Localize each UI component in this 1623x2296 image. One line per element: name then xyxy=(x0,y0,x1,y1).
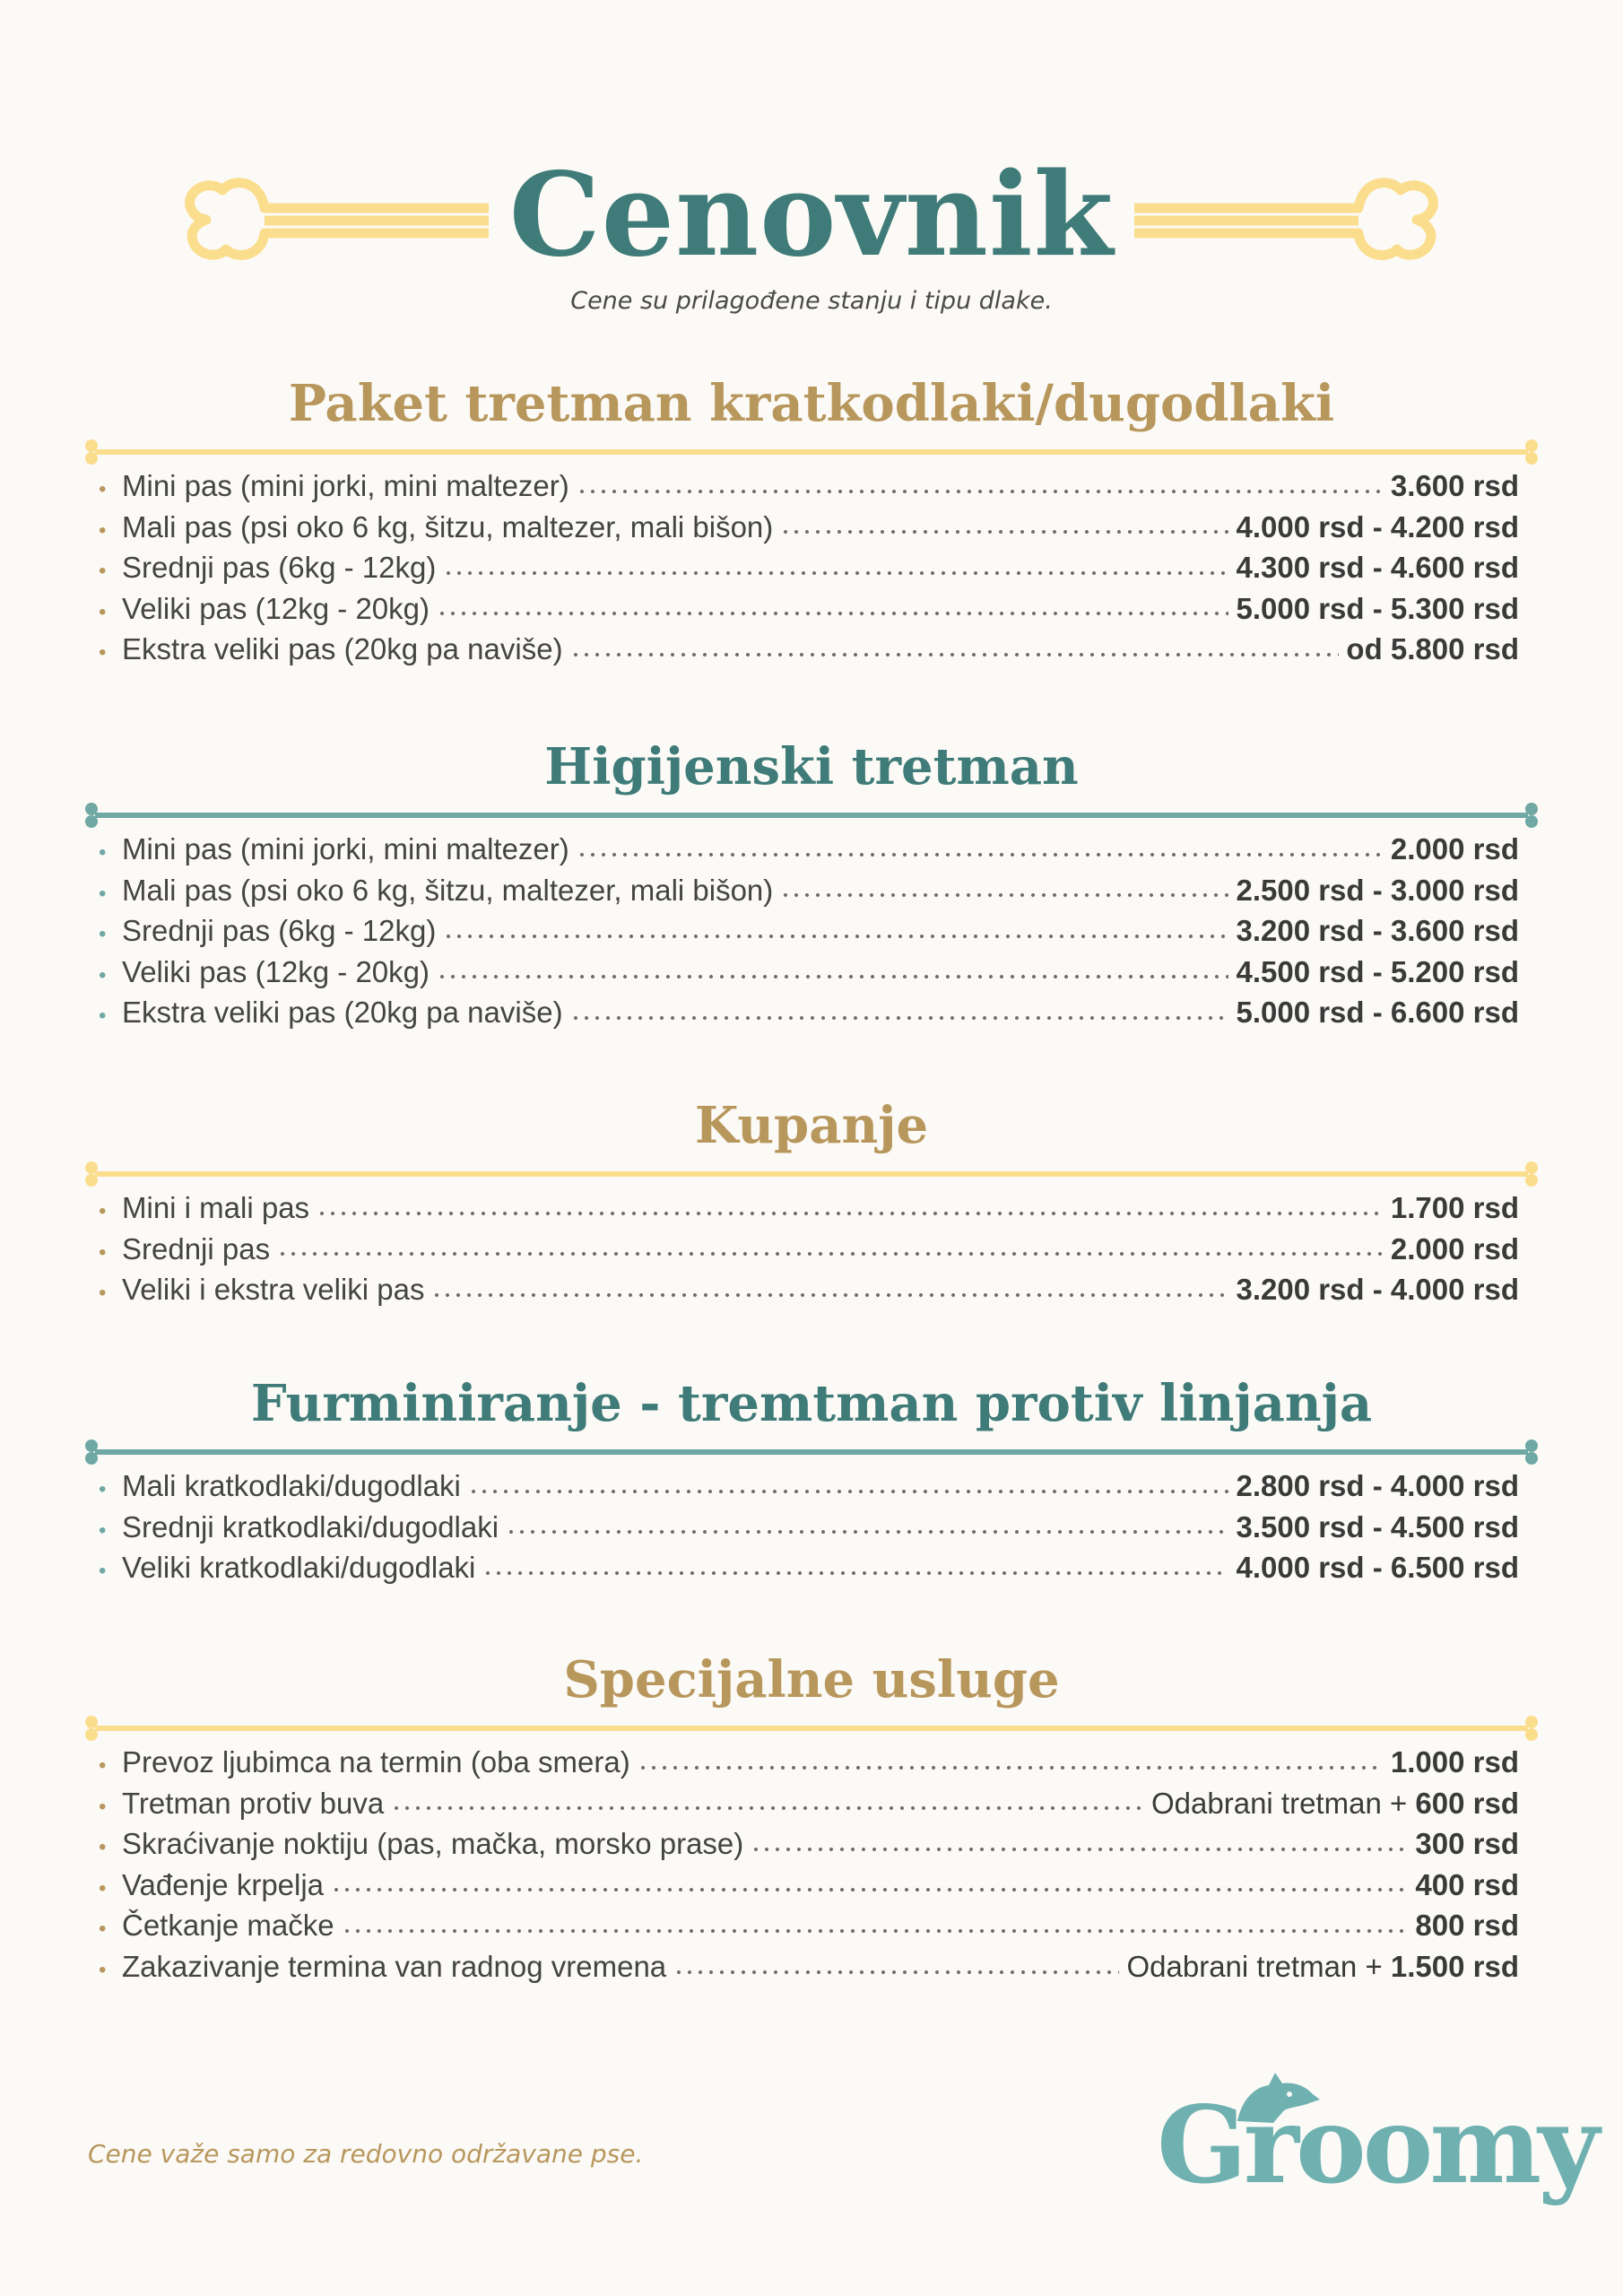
price-row xyxy=(99,507,1519,548)
service-label: Srednji pas (6kg - 12kg) xyxy=(122,914,437,948)
section-title: Kupanje xyxy=(694,1096,929,1155)
price-value: 2.800 rsd - 4.000 rsd xyxy=(1236,1469,1519,1502)
bullet-icon: • xyxy=(99,922,107,947)
price-list xyxy=(99,1465,1519,1588)
dot-leader xyxy=(443,569,1228,578)
bullet-icon: • xyxy=(99,1753,107,1778)
price-row xyxy=(99,1547,1519,1588)
logo-text: Groomy xyxy=(1157,2083,1596,2207)
bullet-icon: • xyxy=(99,1518,107,1543)
price-row xyxy=(99,992,1519,1033)
price-value: 2.000 rsd xyxy=(1390,832,1519,865)
dot-leader xyxy=(431,1291,1228,1300)
service-label: Četkanje mačke xyxy=(122,1909,334,1943)
price-value: 2.000 rsd xyxy=(1390,1231,1519,1265)
service-price xyxy=(1236,1507,1519,1548)
dot-leader xyxy=(780,891,1228,900)
service-price xyxy=(1151,1783,1519,1824)
service-price xyxy=(1236,870,1519,911)
dot-leader xyxy=(437,972,1228,981)
bone-divider-icon xyxy=(84,1161,1539,1187)
price-value: 5.000 rsd - 5.300 rsd xyxy=(1236,591,1519,625)
service-price xyxy=(1346,629,1519,670)
service-label: Ekstra veliki pas (20kg pa naviše) xyxy=(122,996,563,1030)
price-value: 800 rsd xyxy=(1415,1909,1519,1943)
price-value: 4.300 rsd - 4.600 rsd xyxy=(1236,551,1519,585)
service-price xyxy=(1415,1905,1519,1946)
header xyxy=(0,144,1623,341)
bullet-icon: • xyxy=(99,1559,107,1584)
dot-leader xyxy=(437,609,1228,618)
price-value: 300 rsd xyxy=(1415,1827,1519,1861)
price-value: 3.600 rsd xyxy=(1390,469,1519,502)
bullet-icon: • xyxy=(99,840,107,865)
dot-leader xyxy=(506,1527,1228,1536)
price-row xyxy=(99,1465,1519,1507)
bullet-icon: • xyxy=(99,962,107,987)
price-value: 4.000 rsd - 4.200 rsd xyxy=(1236,509,1519,544)
dot-leader xyxy=(577,487,1384,496)
dot-leader xyxy=(391,1804,1144,1813)
bullet-icon: • xyxy=(99,599,107,624)
price-value: 1.700 rsd xyxy=(1390,1191,1519,1224)
price-value: od 5.800 rsd xyxy=(1346,632,1519,666)
dot-leader xyxy=(331,1885,1408,1894)
price-row xyxy=(99,1742,1519,1783)
service-label: Mini pas (mini jorki, mini maltezer) xyxy=(122,832,569,865)
service-price xyxy=(1391,465,1519,507)
service-price xyxy=(1236,910,1519,952)
dot-leader xyxy=(780,527,1228,536)
page-subtitle: Cene su prilagođene stanju i tipu dlake. xyxy=(570,287,1053,315)
service-price xyxy=(1391,1742,1519,1783)
dot-leader xyxy=(751,1845,1408,1854)
service-price xyxy=(1391,829,1519,870)
service-price xyxy=(1236,992,1519,1033)
service-price xyxy=(1415,1865,1519,1906)
price-row xyxy=(99,1229,1519,1270)
bullet-icon: • xyxy=(99,1477,107,1501)
service-label: Srednji pas (6kg - 12kg) xyxy=(122,551,437,585)
price-row xyxy=(99,588,1519,630)
section-title: Furminiranje - tremtman protiv linjanja xyxy=(250,1374,1373,1433)
price-value: 1.500 rsd xyxy=(1390,1949,1519,1983)
price-row xyxy=(99,1269,1519,1310)
dot-leader xyxy=(577,850,1384,859)
bullet-icon: • xyxy=(99,1957,107,1982)
dot-leader xyxy=(638,1763,1384,1772)
service-label: Zakazivanje termina van radnog vremena xyxy=(122,1949,667,1983)
bullet-icon: • xyxy=(99,517,107,543)
price-value: 2.500 rsd - 3.000 rsd xyxy=(1236,873,1519,907)
service-label: Mini pas (mini jorki, mini maltezer) xyxy=(122,469,569,502)
footer-note: Cene važe samo za redovno održavane pse. xyxy=(88,2139,644,2169)
service-label: Ekstra veliki pas (20kg pa naviše) xyxy=(122,632,563,666)
service-price xyxy=(1236,1465,1519,1507)
service-price xyxy=(1236,507,1519,548)
service-label: Skraćivanje noktiju (pas, mačka, morsko prase) xyxy=(122,1827,744,1861)
bullet-icon: • xyxy=(99,1004,107,1029)
price-value: 4.000 rsd - 6.500 rsd xyxy=(1236,1551,1519,1585)
service-label: Veliki pas (12kg - 20kg) xyxy=(122,954,430,988)
bullet-icon: • xyxy=(99,1917,107,1942)
price-value: 3.200 rsd - 4.000 rsd xyxy=(1236,1273,1519,1307)
price-row xyxy=(99,1507,1519,1548)
price-prefix: Odabrani tretman + xyxy=(1151,1786,1416,1820)
price-value: 1.000 rsd xyxy=(1390,1745,1519,1779)
dot-leader xyxy=(342,1926,1409,1935)
price-value: 600 rsd xyxy=(1415,1786,1519,1820)
service-price xyxy=(1236,547,1519,588)
bullet-icon: • xyxy=(99,1875,107,1900)
dot-leader xyxy=(317,1209,1384,1218)
section-title: Paket tretman kratkodlaki/dugodlaki xyxy=(288,374,1335,433)
price-value: 3.200 rsd - 3.600 rsd xyxy=(1236,914,1519,948)
bone-divider-icon xyxy=(84,802,1539,829)
service-price xyxy=(1236,1547,1519,1588)
price-row xyxy=(99,952,1519,993)
bone-divider-icon xyxy=(84,439,1539,465)
price-list xyxy=(99,829,1519,1033)
service-price xyxy=(1415,1823,1519,1865)
service-label: Veliki pas (12kg - 20kg) xyxy=(122,591,430,625)
service-label: Srednji kratkodlaki/dugodlaki xyxy=(122,1509,499,1544)
bullet-icon: • xyxy=(99,1794,107,1819)
dot-leader xyxy=(482,1569,1228,1578)
price-list xyxy=(99,1187,1519,1310)
price-row xyxy=(99,870,1519,911)
bullet-icon: • xyxy=(99,1835,107,1860)
price-row xyxy=(99,1823,1519,1865)
groomy-logo xyxy=(1121,2067,1596,2211)
dot-leader xyxy=(443,932,1228,941)
service-label: Veliki kratkodlaki/dugodlaki xyxy=(122,1551,476,1585)
price-row xyxy=(99,1865,1519,1906)
service-price xyxy=(1391,1229,1519,1270)
service-label: Mini i mali pas xyxy=(122,1191,310,1224)
bullet-icon: • xyxy=(99,477,107,501)
dot-leader xyxy=(570,650,1340,659)
bone-icon xyxy=(1116,170,1444,269)
price-row xyxy=(99,1187,1519,1229)
service-label: Srednji pas xyxy=(122,1231,271,1265)
service-label: Mali pas (psi oko 6 kg, šitzu, maltezer, mali bišon) xyxy=(122,873,774,907)
service-price xyxy=(1391,1187,1519,1229)
price-row xyxy=(99,1783,1519,1824)
bullet-icon: • xyxy=(99,559,107,584)
price-row xyxy=(99,829,1519,870)
price-row xyxy=(99,547,1519,588)
page-title: Cenovnik xyxy=(508,148,1115,283)
service-label: Prevoz ljubimca na termin (oba smera) xyxy=(122,1745,630,1779)
bullet-icon: • xyxy=(99,1281,107,1306)
bullet-icon: • xyxy=(99,1239,107,1265)
bone-divider-icon xyxy=(84,1439,1539,1465)
price-value: 400 rsd xyxy=(1415,1867,1519,1901)
service-label: Mali kratkodlaki/dugodlaki xyxy=(122,1469,461,1502)
bullet-icon: • xyxy=(99,881,107,906)
price-value: 4.500 rsd - 5.200 rsd xyxy=(1236,954,1519,988)
bone-divider-icon xyxy=(84,1715,1539,1742)
bullet-icon: • xyxy=(99,1199,107,1223)
service-label: Veliki i ekstra veliki pas xyxy=(122,1273,425,1307)
service-price xyxy=(1236,952,1519,993)
price-row xyxy=(99,629,1519,670)
dot-leader xyxy=(468,1487,1229,1496)
price-prefix: Odabrani tretman + xyxy=(1126,1949,1391,1983)
bullet-icon: • xyxy=(99,640,107,665)
price-row xyxy=(99,910,1519,952)
service-price xyxy=(1126,1946,1519,1987)
price-row xyxy=(99,1946,1519,1987)
section-title: Higijenski tretman xyxy=(544,737,1079,796)
price-value: 5.000 rsd - 6.600 rsd xyxy=(1236,996,1519,1030)
section-title: Specijalne usluge xyxy=(563,1650,1060,1709)
service-label: Tretman protiv buva xyxy=(122,1786,385,1820)
service-price xyxy=(1236,1269,1519,1310)
service-label: Vađenje krpelja xyxy=(122,1867,325,1901)
price-list xyxy=(99,1742,1519,1987)
service-label: Mali pas (psi oko 6 kg, šitzu, maltezer, mali bišon) xyxy=(122,509,774,544)
price-row xyxy=(99,1905,1519,1946)
price-list xyxy=(99,465,1519,670)
price-value: 3.500 rsd - 4.500 rsd xyxy=(1236,1509,1519,1544)
dot-leader xyxy=(570,1013,1229,1022)
service-price xyxy=(1236,588,1519,630)
dot-leader xyxy=(277,1249,1384,1258)
dot-leader xyxy=(673,1968,1119,1977)
price-row xyxy=(99,465,1519,507)
